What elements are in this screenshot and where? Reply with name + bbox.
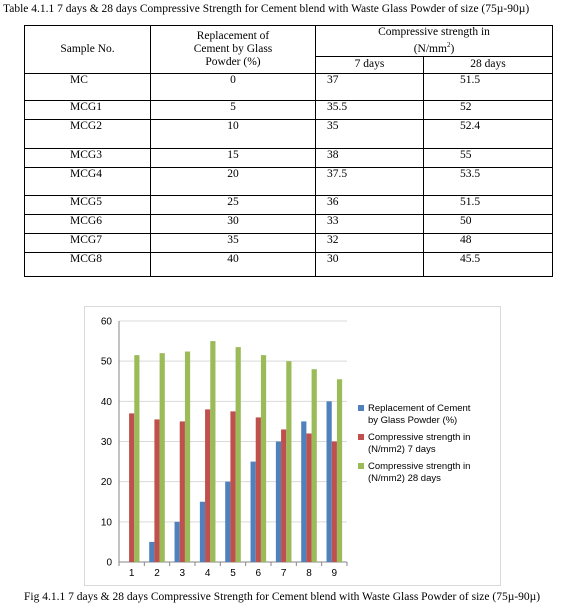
bar: [225, 482, 230, 562]
y-tick-label: 20: [100, 477, 112, 489]
cell-replacement: 0: [151, 73, 316, 100]
cell-28-days: 52: [424, 100, 553, 119]
cell-sample-no: MC: [25, 73, 151, 100]
y-tick-label: 30: [100, 437, 112, 448]
bar: [306, 433, 311, 562]
table-caption: Table 4.1.1 7 days & 28 days Compressive Strength for Cement blend with Waste Glass Powder of size (75µ-90µ): [3, 3, 530, 15]
bar: [276, 442, 281, 563]
cell-replacement: 20: [151, 167, 316, 195]
compressive-strength-chart: [84, 306, 501, 586]
chart-svg: [85, 307, 500, 585]
legend-swatch: [358, 463, 364, 469]
bar: [332, 442, 337, 563]
y-tick-label: 50: [100, 356, 112, 368]
cell-7-days: 35.5: [316, 100, 424, 119]
bar: [281, 429, 286, 562]
cell-7-days: 32: [316, 233, 424, 252]
y-tick-label: 60: [100, 316, 112, 328]
y-tick-label: 10: [100, 517, 112, 529]
x-tick-label: 1: [128, 568, 135, 579]
cell-28-days: 50: [424, 214, 553, 233]
bar: [175, 522, 180, 562]
table-row: [25, 214, 553, 233]
cell-28-days: 48: [424, 233, 553, 252]
cell-28-days: 52.4: [424, 119, 553, 148]
table-row: [25, 252, 553, 276]
bar: [129, 413, 134, 562]
legend-swatch: [358, 434, 364, 440]
x-tick-label: 5: [230, 568, 236, 579]
y-tick-label: 40: [100, 396, 112, 408]
bar: [337, 379, 342, 562]
header-compressive-strength: Compressive strength in $(N/mm^2)$: [316, 26, 553, 57]
table-row: [25, 233, 553, 252]
bar: [327, 401, 332, 562]
cell-7-days: 37.5: [316, 167, 424, 195]
bar: [134, 355, 139, 562]
bar: [230, 411, 235, 562]
cell-sample-no: MCG4: [25, 167, 151, 195]
table-row: [25, 119, 553, 148]
bar: [301, 421, 306, 562]
header-replacement: Replacement of Cement by Glass Powder (%): [151, 26, 316, 74]
x-tick-label: 9: [331, 568, 338, 579]
cell-7-days: 37: [316, 73, 424, 100]
bar: [312, 369, 317, 562]
bar: [286, 361, 291, 562]
compressive-strength-table: [24, 25, 553, 277]
legend-label: Replacement of Cement: [368, 403, 471, 414]
x-tick-label: 8: [306, 568, 312, 579]
legend-label: Compressive strength in: [368, 461, 471, 472]
cell-sample-no: MCG3: [25, 148, 151, 167]
bar: [180, 421, 185, 562]
cell-replacement: 15: [151, 148, 316, 167]
header-sample-no: Sample No.: [25, 26, 151, 74]
cell-replacement: 10: [151, 119, 316, 148]
cell-7-days: 35: [316, 119, 424, 148]
cell-replacement: 35: [151, 233, 316, 252]
cell-7-days: 30: [316, 252, 424, 276]
bar: [210, 341, 215, 562]
cell-replacement: 25: [151, 195, 316, 214]
cell-sample-no: MCG6: [25, 214, 151, 233]
cell-28-days: 51.5: [424, 73, 553, 100]
cell-sample-no: MCG1: [25, 100, 151, 119]
cell-replacement: 30: [151, 214, 316, 233]
x-tick-label: 3: [179, 568, 186, 579]
bar: [185, 352, 190, 562]
cell-sample-no: MCG7: [25, 233, 151, 252]
cell-7-days: 38: [316, 148, 424, 167]
x-tick-label: 7: [280, 568, 287, 579]
cell-7-days: 36: [316, 195, 424, 214]
x-tick-label: 4: [204, 568, 211, 579]
cell-replacement: 40: [151, 252, 316, 276]
cell-7-days: 33: [316, 214, 424, 233]
bar: [154, 419, 159, 562]
table-row: [25, 73, 553, 100]
cell-28-days: 51.5: [424, 195, 553, 214]
x-tick-label: 2: [154, 568, 160, 579]
bar: [205, 409, 210, 562]
x-tick-label: 6: [255, 568, 262, 579]
table-row: [25, 167, 553, 195]
header-28-days: 28 days: [424, 56, 553, 73]
cell-28-days: 53.5: [424, 167, 553, 195]
cell-replacement: 5: [151, 100, 316, 119]
cell-28-days: 45.5: [424, 252, 553, 276]
y-tick-label: 0: [106, 557, 112, 569]
bar: [261, 355, 266, 562]
legend-label: Compressive strength in: [368, 432, 471, 443]
bar: [236, 347, 241, 562]
bar: [149, 542, 154, 562]
cell-28-days: 55: [424, 148, 553, 167]
bar: [251, 462, 256, 562]
cell-sample-no: MCG5: [25, 195, 151, 214]
cell-sample-no: MCG8: [25, 252, 151, 276]
legend-label: (N/mm2) 7 days: [368, 444, 436, 455]
figure-caption: Fig 4.1.1 7 days & 28 days Compressive Strength for Cement blend with Waste Glass Powder of size (75µ-90µ): [24, 591, 541, 603]
bar: [160, 353, 165, 562]
legend-label: (N/mm2) 28 days: [368, 473, 441, 484]
table-row: [25, 148, 553, 167]
table-row: [25, 195, 553, 214]
legend-label: by Glass Powder (%): [368, 415, 458, 426]
table-row: [25, 100, 553, 119]
bar: [256, 417, 261, 562]
legend-swatch: [358, 405, 364, 411]
header-7-days: 7 days: [316, 56, 424, 73]
cell-sample-no: MCG2: [25, 119, 151, 148]
bar: [200, 502, 205, 562]
